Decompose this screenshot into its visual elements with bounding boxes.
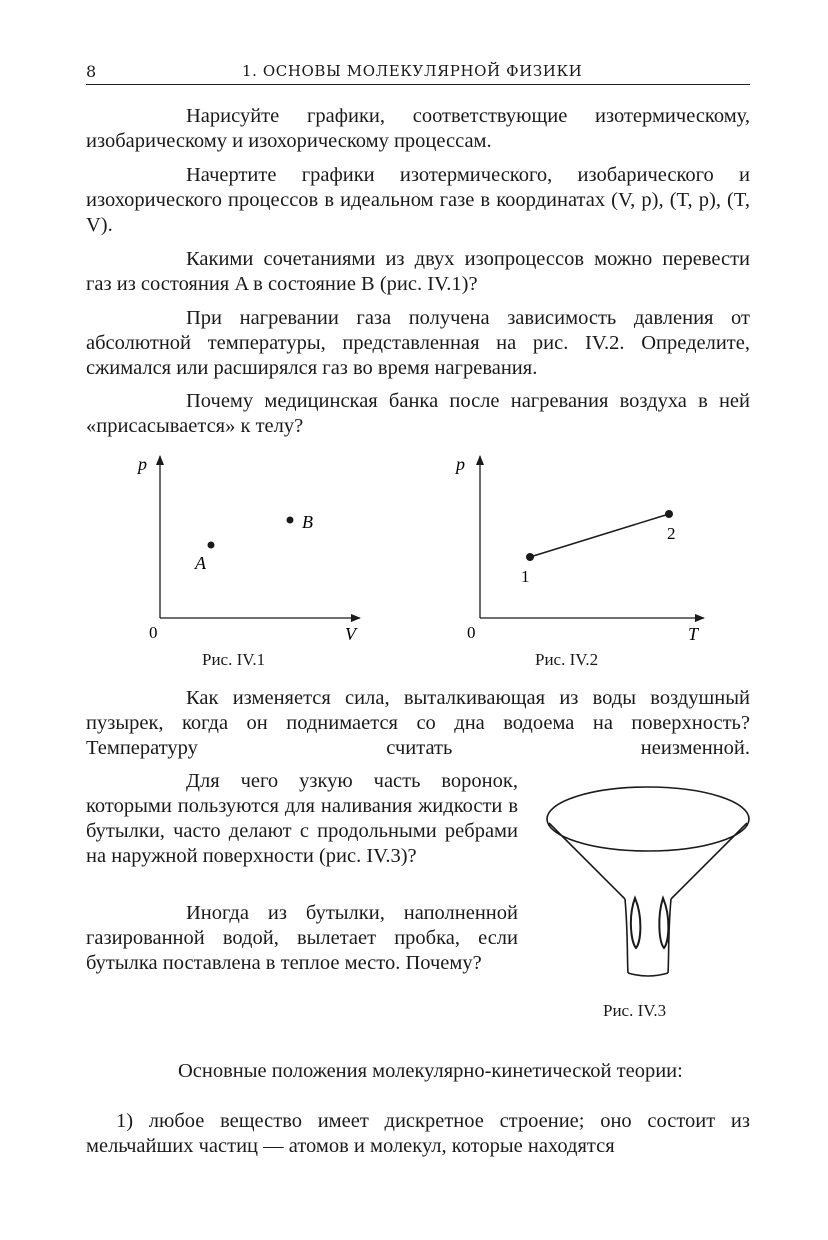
list-item-discrete-structure: 1) любое вещество имеет дискретное строение; оно состоит из мельчайших частиц — атомов и молекул, которые находятся (86, 1110, 750, 1157)
point-2-label: 2 (667, 524, 676, 543)
point-1-label: 1 (521, 567, 530, 586)
point-a-label: A (195, 553, 206, 573)
paragraph-mkt-principles: Основные положения молекулярно-кинетической теории: (178, 1060, 683, 1082)
point-a (208, 542, 215, 549)
page-number: 8 (86, 62, 97, 81)
page-header (86, 60, 750, 85)
funnel-rib-left (631, 898, 641, 948)
point-b-label: B (302, 512, 313, 532)
funnel-stem-bottom (628, 973, 668, 976)
funnel-stem-left (625, 899, 628, 973)
point-1 (526, 553, 534, 561)
running-title: 1. ОСНОВЫ МОЛЕКУЛЯРНОЙ ФИЗИКИ (242, 62, 583, 80)
x-axis-label: V (345, 624, 356, 644)
point-2 (665, 510, 673, 518)
figure-iv-2-caption: Рис. IV.2 (535, 650, 599, 669)
point-b (287, 517, 294, 524)
figure-iv-2 (440, 448, 720, 648)
paragraph-funnel-ribs: Для чего узкую часть воронок, которыми пользуются для наливания жидкости в бутылки, часто делают с продольными ребрами на наружной поверхности (рис. IV.3)? (86, 770, 518, 867)
figure-iv-3-funnel (540, 782, 762, 982)
paragraph-heating-gas: При нагревании газа получена зависимость давления от абсолютной температуры, представленная на рис. IV.2. Определите, сжимался или расширялся газ во время нагревания. (86, 307, 750, 379)
paragraph-graphs-isoprocesses: Нарисуйте графики, соответствующие изотермическому, изобарическому и изохорическому процессам. (86, 105, 750, 152)
figure-iv-1 (120, 448, 380, 648)
x-axis-label: T (688, 624, 699, 644)
figure-iv-1-caption: Рис. IV.1 (202, 650, 266, 669)
paragraph-graphs-coordinates: Начертите графики изотермического, изобарического и изохорического процессов в идеальном газе в координатах (V, p), (T, p), (T, V). (86, 164, 750, 236)
funnel-rib-right (659, 898, 668, 948)
figure-iv-3-caption: Рис. IV.3 (603, 1001, 667, 1020)
process-line-1-2 (530, 514, 669, 557)
paragraph-medical-cup: Почему медицинская банка после нагревания воздуха в ней «присасывается» к телу? (86, 390, 750, 437)
paragraph-state-a-to-b: Какими сочетаниями из двух изопроцессов можно перевести газ из состояния A в состояние B (рис. IV.1)? (86, 248, 750, 295)
funnel-rim (547, 787, 749, 851)
paragraph-bottle-cork: Иногда из бутылки, наполненной газированной водой, вылетает пробка, если бутылка поставлена в теплое место. Почему? (86, 902, 518, 974)
origin-label: 0 (149, 623, 158, 642)
funnel-cone-left (549, 823, 625, 899)
y-axis-label: p (456, 454, 465, 474)
funnel-cone-right (671, 823, 747, 899)
paragraph-bubble-buoyancy: Как изменяется сила, выталкивающая из воды воздушный пузырек, когда он поднимается со дна водоема на поверхность? Температуру считать неизменной. (86, 687, 750, 759)
y-axis-label: p (138, 454, 147, 474)
origin-label: 0 (467, 623, 476, 642)
